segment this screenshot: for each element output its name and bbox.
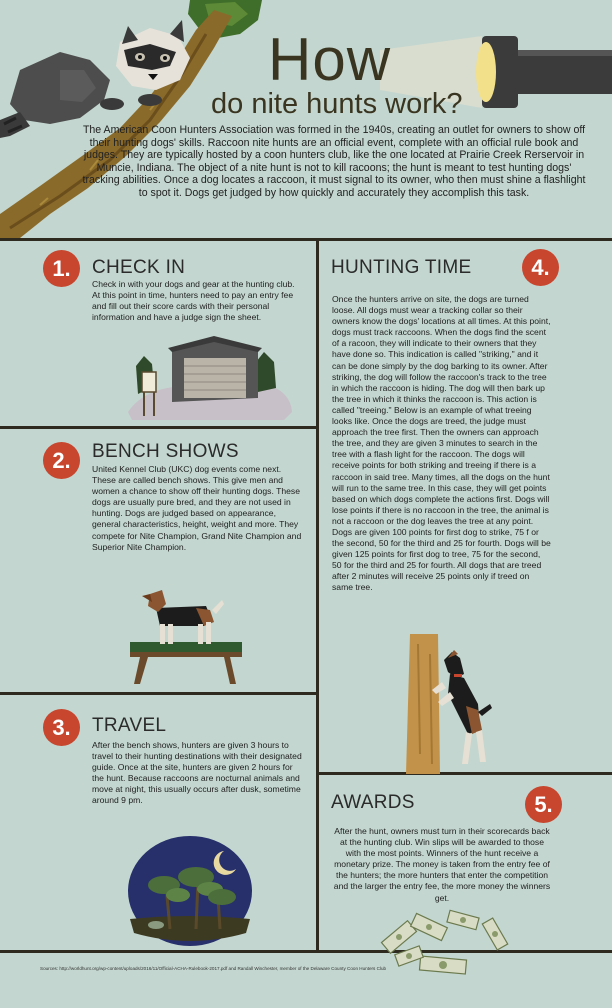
bench-shows-text: United Kennel Club (UKC) dog events come next. These are called bench shows. This give men and women a chance to show off their hunting dogs. These dogs are usually pure bred, and they are not used in hunting. Dogs are judged based on appearance, general characteristics, height, weight and more. They compete for Nite Champion, Grand Nite Champion and Superior Nite Champion. — [92, 464, 302, 552]
check-in-text: Check in with your dogs and gear at the hunting club. At this point in time, hunters need to pay an entry fee and fill out their score cards with their personal information and have a judge sign the sheet. — [92, 279, 295, 323]
step-4-badge: 4. — [522, 249, 559, 286]
page-subtitle: do nite hunts work? — [211, 88, 463, 120]
hunting-time-text: Once the hunters arrive on site, the dogs are turned loose. All dogs must wear a tracking collar so their owners know the dogs' locations at all times. At this point, dogs must track raccoons. When the dogs find the scent of a racoon, they will indicate to their owners that they have done so. This indication is called "striking," and it can be done simply by the dog barking to its owner. After striking, the dog will follow the raccoon's track to the tree in which the raccoon is hiding. The dog will then bark up the tree in which it thinks the raccoon is. This action is called "treeing." Below is an example of what treeing looks like. Once the dogs are treed, the judge must approach the tree first. Then the owners can approach the tree, and they are given 3 minutes to search in the tree with a flash light for the raccoon. The dogs will receive points for both striking and treeing if there is a raccoon in said tree. Many times, all the dogs on the hunt will run to the same tree. In this case, they will get points based on which dogs complete the actions first. Dogs will lose points if there is no raccoon in the tree, the animal is not a raccoon or the dog leaves the tree at any point. Dogs are given 100 points for first dog to strike, 75 f or the second, 50 for the third and 25 for fourth. Dogs will be given 125 points for first dog to tree, 75 for the second, 50 for the third and 25 for fourth. All dogs that are treed after 2 minutes will receive 25 points only if treed on same tree. — [332, 294, 551, 593]
step-5-badge: 5. — [525, 786, 562, 823]
header-divider — [0, 238, 612, 241]
dog-treeing-icon — [404, 634, 494, 774]
awards-title: AWARDS — [331, 792, 415, 813]
bench-shows-title: BENCH SHOWS — [92, 441, 239, 462]
column-divider — [316, 238, 319, 950]
hunting-club-building-icon — [124, 336, 294, 422]
divider-1-2 — [0, 426, 317, 429]
travel-title: TRAVEL — [92, 715, 167, 736]
awards-text: After the hunt, owners must turn in their scorecards back at the hunting club. Win slips will be awarded to those with the most points. Winners of the hunt receive a monetary prize. The money is taken from the entry fee of the hunters; the more hunters that enter the competition and the larger the entry fee, the more money the winners get. — [333, 826, 551, 903]
intro-paragraph: The American Coon Hunters Association was formed in the 1940s, creating an outlet for owners to show off their hunting dogs' skills. Raccoon nite hunts are an official event, complete with an official rule book and judges. They are typically hosted by a coon hunters club, like the one located at Prairie Creek Rerservoir in Muncie, Indiana. The object of a nite hunt is not to kill racoons; the hunt is meant to test hunting dogs' tracking abilities. Once a dog locates a raccoon, it must signal to its owner, who then must shine a flashlight to spot it. Dogs get judged by how quickly and accurately they accomplish this task. — [82, 124, 586, 199]
hound-on-bench-icon — [126, 586, 246, 686]
sources-footnote: Sources: http://worldhunt.org/wp-content/uploads/2016/11/Official-ACHA-Rulebook-2017.pdf and Randall Winchester, member of the Delaware County Coon Hunters Club — [40, 966, 387, 971]
check-in-title: CHECK IN — [92, 257, 186, 278]
footer-divider — [0, 950, 612, 953]
travel-text: After the bench shows, hunters are given 3 hours to travel to their hunting destinations with their designated guide. Once at the site, hunters are given 2 hours for the hunt. Because raccoons are nocturnal animals and move at night, this usually occurs after dusk, sometime around 9 pm. — [92, 740, 302, 806]
hunting-time-title: HUNTING TIME — [331, 257, 472, 278]
divider-2-3 — [0, 692, 317, 695]
step-2-badge: 2. — [43, 442, 80, 479]
page-title: How — [268, 26, 392, 93]
night-forest-moon-icon — [126, 835, 254, 947]
raccoon-on-branch-icon — [0, 0, 270, 240]
step-3-badge: 3. — [43, 709, 80, 746]
step-1-badge: 1. — [43, 250, 80, 287]
